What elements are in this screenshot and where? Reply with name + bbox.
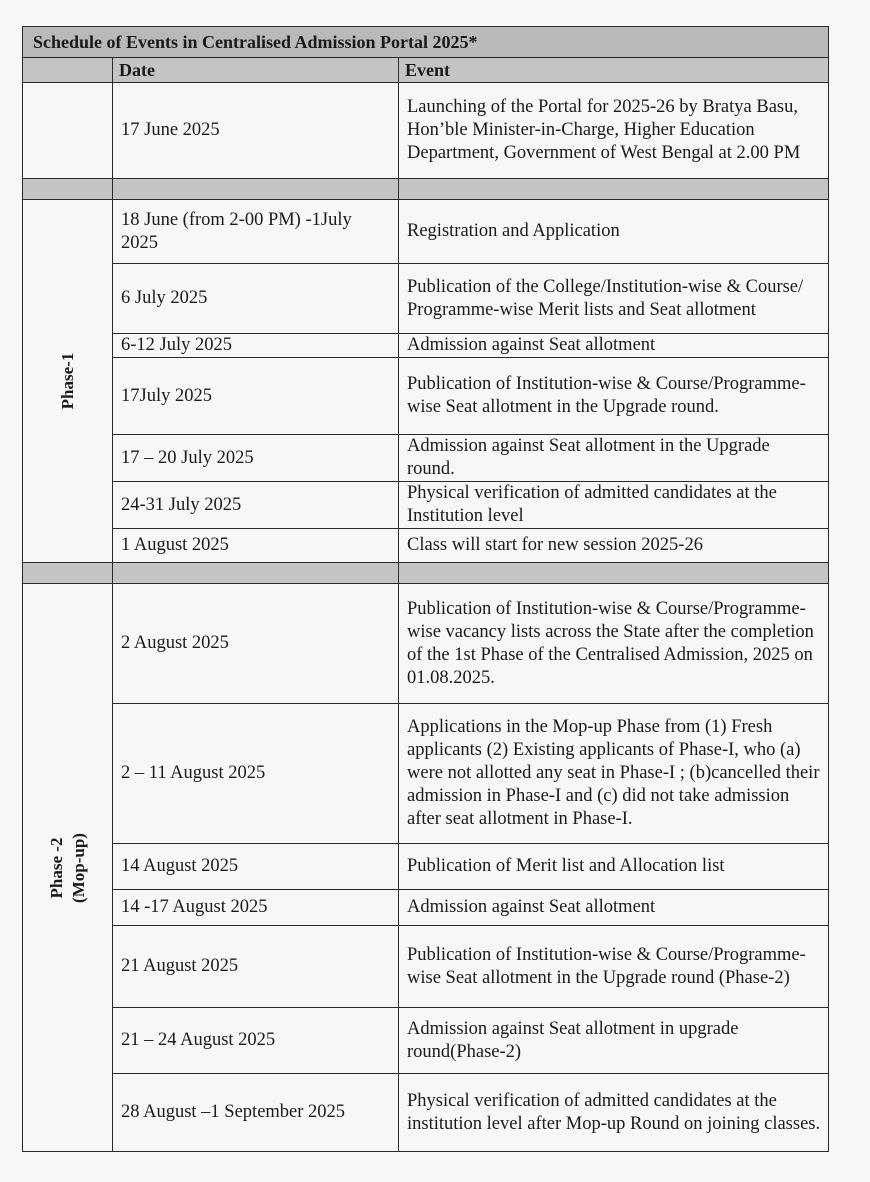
date-cell: 6 July 2025 [113,264,399,334]
phase-2-cell [23,584,113,1152]
event-cell: Physical verification of admitted candidates at the institution level after Mop-up Round on joining classes. [399,1074,829,1152]
date-cell: 21 – 24 August 2025 [113,1008,399,1074]
event-cell: Publication of Institution-wise & Course/Programme-wise vacancy lists across the State after the completion of the 1st Phase of the Centralised Admission, 2025 on 01.08.2025. [399,584,829,704]
table-row [23,358,829,435]
event-header: Event [399,58,829,83]
phase-1-label: Phase-1 [57,352,77,410]
event-cell: Publication of Institution-wise & Course/Programme-wise Seat allotment in the Upgrade round. [399,358,829,435]
date-cell: 2 August 2025 [113,584,399,704]
date-cell: 17 June 2025 [113,83,399,179]
date-cell: 1 August 2025 [113,529,399,563]
table-title: Schedule of Events in Centralised Admission Portal 2025* [23,27,829,58]
date-cell: 6-12 July 2025 [113,334,399,358]
event-cell: Admission against Seat allotment [399,890,829,926]
separator-row [23,563,829,584]
table-row [23,1074,829,1152]
date-cell: 14 August 2025 [113,844,399,890]
event-cell: Physical verification of admitted candidates at the Institution level [399,482,829,529]
event-cell: Publication of the College/Institution-wise & Course/ Programme-wise Merit lists and Seat allotment [399,264,829,334]
table-row [23,844,829,890]
date-cell: 24-31 July 2025 [113,482,399,529]
event-cell: Admission against Seat allotment [399,334,829,358]
event-cell: Publication of Merit list and Allocation list [399,844,829,890]
phase-header [23,58,113,83]
table-row [23,1008,829,1074]
table-row [23,482,829,529]
table-row [23,890,829,926]
table-row [23,334,829,358]
table-row [23,529,829,563]
event-cell: Class will start for new session 2025-26 [399,529,829,563]
date-header: Date [113,58,399,83]
title-row [23,27,829,58]
table-row [23,200,829,264]
event-cell: Launching of the Portal for 2025-26 by Bratya Basu, Hon’ble Minister-in-Charge, Higher Education Department, Government of West Bengal at 2.00 PM [399,83,829,179]
separator-row [23,179,829,200]
phase-cell-empty [23,83,113,179]
table-row [23,83,829,179]
date-cell: 28 August –1 September 2025 [113,1074,399,1152]
table-row [23,584,829,704]
date-cell: 17July 2025 [113,358,399,435]
table-row [23,435,829,482]
table-row [23,264,829,334]
date-cell: 18 June (from 2-00 PM) -1July 2025 [113,200,399,264]
date-cell: 2 – 11 August 2025 [113,704,399,844]
phase-2-label-line1: Phase -2 [46,837,66,898]
table-row [23,926,829,1008]
phase-2-label [46,833,90,903]
date-cell: 17 – 20 July 2025 [113,435,399,482]
phase-1-cell [23,200,113,563]
table-row [23,704,829,844]
header-row [23,58,829,83]
event-cell: Registration and Application [399,200,829,264]
date-cell: 21 August 2025 [113,926,399,1008]
event-cell: Admission against Seat allotment in upgrade round(Phase-2) [399,1008,829,1074]
schedule-table [22,26,829,1152]
event-cell: Publication of Institution-wise & Course/Programme- wise Seat allotment in the Upgrade round (Phase-2) [399,926,829,1008]
phase-2-label-line2: (Mop-up) [68,832,88,903]
event-cell: Admission against Seat allotment in the Upgrade round. [399,435,829,482]
event-cell: Applications in the Mop-up Phase from (1) Fresh applicants (2) Existing applicants of Phase-I, who (a) were not allotted any seat in Phase-I ; (b)cancelled their admission in Phase-I and (c) did not take admission after seat allotment in Phase-I. [399,704,829,844]
date-cell: 14 -17 August 2025 [113,890,399,926]
